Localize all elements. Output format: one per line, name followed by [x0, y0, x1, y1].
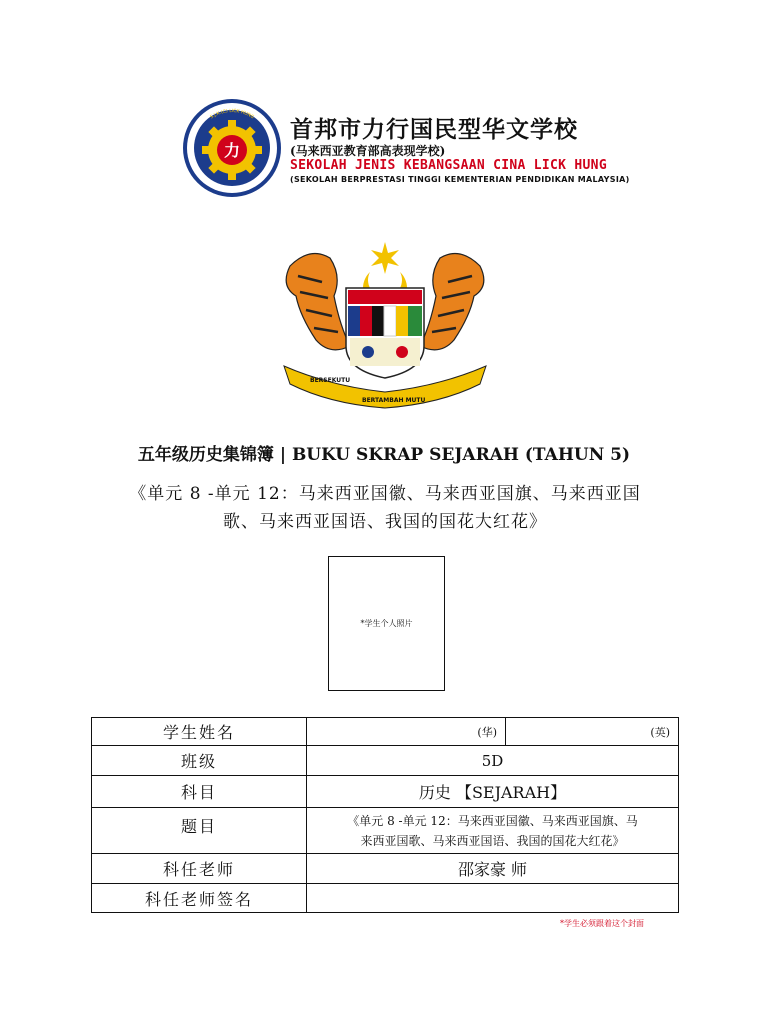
- svg-text:BERSEKUTU: BERSEKUTU: [310, 377, 351, 384]
- school-header: [290, 116, 630, 186]
- table-row: [92, 776, 679, 808]
- topic-line-1: 《单元 8 -单元 12：马来西亚国徽、马来西亚国旗、马: [347, 813, 638, 828]
- student-name-english-field[interactable]: (英): [506, 718, 679, 746]
- svg-text:力: 力: [223, 141, 241, 160]
- table-row: [92, 808, 679, 854]
- table-row: [92, 884, 679, 913]
- table-row: [92, 854, 679, 884]
- school-name-malay: SEKOLAH JENIS KEBANGSAAN CINA LICK HUNG: [290, 158, 607, 173]
- student-photo-box: [328, 556, 445, 691]
- label-teacher-signature: 科任老师签名: [92, 884, 307, 913]
- subject-value: 历史 【SEJARAH】: [307, 776, 679, 808]
- label-student-name: 学生姓名: [92, 718, 307, 746]
- student-info-table: [91, 717, 679, 913]
- malaysia-coat-of-arms: [270, 236, 500, 412]
- school-name-chinese: 首邦市力行国民型华文学校: [290, 116, 578, 143]
- subtitle-line-2: 歌、马来西亚国语、我国的国花大红花》: [223, 512, 547, 532]
- school-tagline: (SEKOLAH BERPRESTASI TINGGI KEMENTERIAN PENDIDIKAN MALAYSIA): [290, 175, 630, 184]
- document-subtitle: [90, 480, 680, 536]
- school-logo: [182, 98, 282, 198]
- tiger-left: [286, 254, 350, 350]
- school-subtitle: (马来西亚教育部高表现学校): [290, 144, 446, 158]
- cover-note: *学生必须跟着这个封面: [560, 919, 644, 928]
- topic-value: [307, 808, 679, 854]
- table-row: [92, 718, 679, 746]
- label-teacher: 科任老师: [92, 854, 307, 884]
- teacher-signature-field[interactable]: [307, 884, 679, 913]
- teacher-value: 邵家豪 师: [307, 854, 679, 884]
- document-title: 五年级历史集锦簿 | BUKU SKRAP SEJARAH (TAHUN 5): [137, 445, 631, 465]
- table-row: [92, 746, 679, 776]
- tiger-right: [420, 254, 484, 350]
- label-class: 班级: [92, 746, 307, 776]
- student-name-chinese-field[interactable]: (华): [307, 718, 506, 746]
- shield: [346, 288, 424, 378]
- label-topic: 题目: [92, 808, 307, 854]
- subtitle-line-1: 《单元 8 -单元 12：马来西亚国徽、马来西亚国旗、马来西亚国: [129, 484, 641, 504]
- svg-text:BERTAMBAH MUTU: BERTAMBAH MUTU: [362, 397, 426, 404]
- svg-text:S.J.K.(C) LICK HUNG: S.J.K.(C) LICK HUNG: [209, 108, 255, 121]
- photo-label: *学生个人照片: [360, 619, 413, 628]
- class-value: 5D: [307, 746, 679, 776]
- label-subject: 科目: [92, 776, 307, 808]
- topic-line-2: 来西亚国歌、马来西亚国语、我国的国花大红花》: [360, 833, 625, 848]
